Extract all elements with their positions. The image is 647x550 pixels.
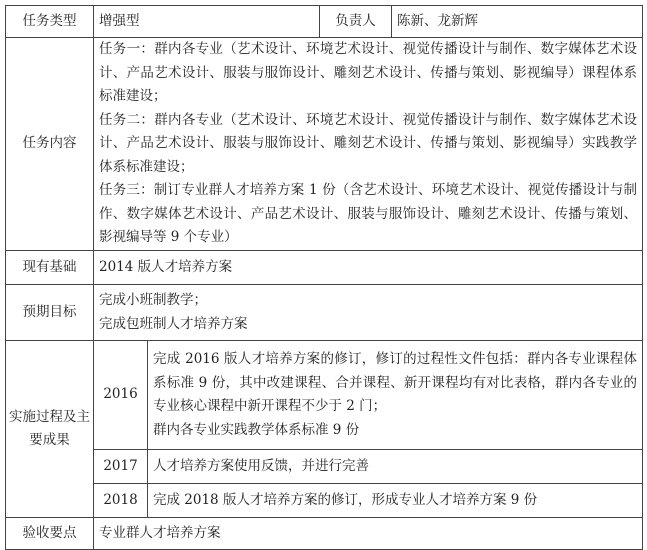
- process-2016-line-2: 群内各专业实践教学体系标准 9 份: [153, 421, 360, 438]
- goal-line-2: 完成包班制人才培养方案: [99, 315, 248, 332]
- task-table: [5, 5, 643, 550]
- owner-value: 陈新、龙新辉: [392, 6, 643, 38]
- task-content-label: 任务内容: [6, 38, 94, 251]
- task-three: 任务三：制订专业群人才培养方案 1 份（含艺术设计、环境艺术设计、视觉传播设计与制作、数字媒体艺术设计、产品艺术设计、服装与服饰设计、雕刻艺术设计、传播与策划、影视编导等 9 个专业）: [99, 182, 637, 246]
- task-content-cell: [94, 38, 643, 251]
- row-task-content: [6, 38, 643, 251]
- row-task-type: [6, 6, 643, 38]
- goal-label: 预期目标: [6, 285, 94, 341]
- task-two: 任务二：群内各专业（艺术设计、环境艺术设计、视觉传播设计与制作、数字媒体艺术设计、产品艺术设计、服装与服饰设计、雕刻艺术设计、传播与策划、影视编导）实践教学体系标准建设；: [99, 111, 637, 175]
- task-type-label: 任务类型: [6, 6, 94, 38]
- process-2017-line: 人才培养方案使用反馈，并进行完善: [148, 450, 643, 484]
- acceptance-label: 验收要点: [6, 518, 94, 550]
- row-goal: [6, 285, 643, 341]
- row-process-2018: [6, 484, 643, 518]
- year-2017: 2017: [94, 450, 148, 484]
- row-acceptance: [6, 518, 643, 550]
- process-2018-line: 完成 2018 版人才培养方案的修订，形成专业人才培养方案 9 份: [148, 484, 643, 518]
- owner-label: 负责人: [320, 6, 392, 38]
- goal-line-1: 完成小班制教学；: [99, 292, 207, 308]
- process-2016-line-1: 完成 2016 版人才培养方案的修订，修订的过程性文件包括：群内各专业课程体系标准 9 份，其中改建课程、合并课程、新开课程均有对比表格，群内各专业的专业核心课程中新开课程不少于 2 门；: [153, 351, 637, 414]
- process-label: 实施过程及主要成果: [6, 341, 94, 518]
- row-basis: [6, 251, 643, 285]
- process-2016-cell: [148, 341, 643, 450]
- basis-label: 现有基础: [6, 251, 94, 285]
- year-2018: 2018: [94, 484, 148, 518]
- row-process-2017: [6, 450, 643, 484]
- basis-value: 2014 版人才培养方案: [94, 251, 643, 285]
- year-2016: 2016: [94, 341, 148, 450]
- task-type-value: 增强型: [94, 6, 320, 38]
- task-one: 任务一：群内各专业（艺术设计、环境艺术设计、视觉传播设计与制作、数字媒体艺术设计、产品艺术设计、服装与服饰设计、雕刻艺术设计、传播与策划、影视编导）课程体系标准建设；: [99, 41, 637, 105]
- acceptance-value: 专业群人才培养方案: [94, 518, 643, 550]
- row-process-2016: [6, 341, 643, 450]
- goal-cell: [94, 285, 643, 341]
